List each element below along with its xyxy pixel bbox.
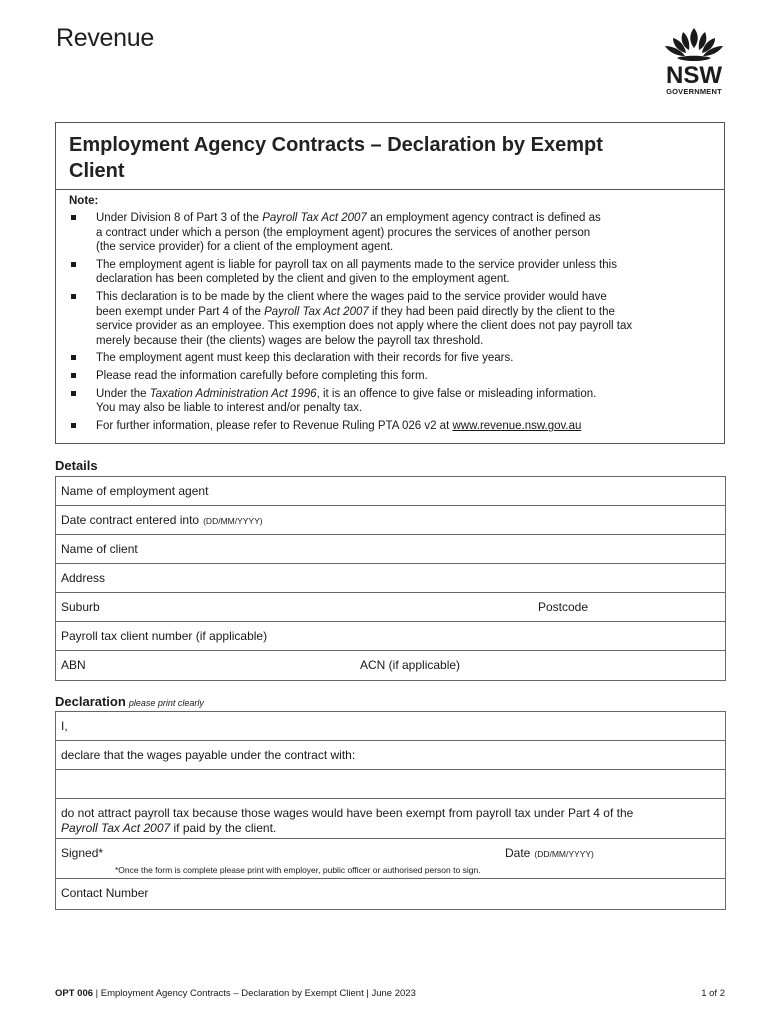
note-segment: Under the bbox=[96, 387, 150, 400]
declaration-heading-text: Declaration bbox=[55, 694, 126, 709]
client-name-label: Name of client bbox=[61, 542, 138, 556]
suburb-postcode-field[interactable] bbox=[56, 593, 725, 622]
bullet-square-icon bbox=[71, 215, 76, 220]
address-label: Address bbox=[61, 571, 106, 585]
not-attract-statement bbox=[61, 806, 711, 836]
declaration-table bbox=[55, 711, 726, 910]
note-item bbox=[69, 351, 719, 366]
date-text: Date bbox=[505, 846, 531, 860]
date-contract-format: (DD/MM/YYYY) bbox=[203, 516, 263, 526]
note-segment: The employment agent is liable for payroll tax on all payments made to the service provider unless this declaration has been completed by the client and given to the employment agent. bbox=[96, 258, 617, 286]
note-item bbox=[69, 369, 719, 384]
not-attract-statement-row bbox=[56, 799, 725, 839]
declarant-i-label: I, bbox=[61, 719, 68, 733]
note-segment: if they had been paid directly by the client to the service provider as an employee. This exemption does not apply where the client does not pay payroll tax merely because their (the clients) wages are below the payroll tax threshold. bbox=[96, 305, 633, 347]
note-text bbox=[96, 351, 719, 366]
note-segment: The employment agent must keep this declaration with their records for five years. bbox=[96, 352, 514, 365]
payroll-number-label: Payroll tax client number (if applicable) bbox=[61, 629, 268, 643]
footer-code: OPT 006 bbox=[55, 988, 94, 999]
date-contract-text: Date contract entered into bbox=[61, 513, 200, 527]
logo-nsw-text: NSW bbox=[666, 62, 722, 89]
signed-note: *Once the form is complete please print with employer, public officer or authorised person to sign. bbox=[115, 865, 481, 875]
page-number: 1 of 2 bbox=[701, 988, 725, 999]
postcode-label: Postcode bbox=[538, 600, 589, 614]
bullet-square-icon bbox=[71, 355, 76, 360]
declaration-heading bbox=[55, 694, 204, 709]
note-item bbox=[69, 211, 719, 255]
not-attract-text-2: if paid by the client. bbox=[170, 821, 277, 835]
suburb-label: Suburb bbox=[61, 600, 100, 614]
payroll-number-field[interactable] bbox=[56, 622, 725, 651]
date-contract-label bbox=[61, 513, 263, 527]
note-item bbox=[69, 387, 719, 416]
not-attract-text-1: do not attract payroll tax because those wages would have been exempt from payroll tax under Part 4 of the bbox=[61, 806, 634, 820]
title-divider bbox=[56, 189, 724, 190]
declare-statement-row bbox=[56, 741, 725, 770]
note-segment: This declaration is to be made by the client where the wages paid to the service provider would have been exempt under Part 4 of the bbox=[96, 291, 607, 318]
signed-label: Signed* bbox=[61, 846, 104, 860]
nsw-government-logo bbox=[658, 26, 730, 96]
note-text bbox=[96, 211, 719, 255]
note-segment: Under Division 8 of Part 3 of the bbox=[96, 212, 263, 224]
note-text bbox=[96, 387, 719, 416]
note-item bbox=[69, 290, 719, 348]
note-segment: an employment agency contract is defined as a contract under which a person (the employment agent) procures the services of another person (the service provider) for a client of the employment agent. bbox=[96, 212, 601, 253]
note-segment: , it is an offence to give false or misleading information. You may also be liable to interest and/or penalty tax. bbox=[96, 387, 597, 415]
bullet-square-icon bbox=[71, 262, 76, 267]
date-format: (DD/MM/YYYY) bbox=[534, 849, 594, 859]
contact-number-label: Contact Number bbox=[61, 886, 149, 900]
details-table bbox=[55, 476, 726, 681]
declaration-subheading: please print clearly bbox=[128, 698, 204, 708]
waratah-icon bbox=[661, 26, 727, 64]
information-box bbox=[55, 122, 725, 444]
declare-statement: declare that the wages payable under the contract with: bbox=[61, 748, 356, 762]
footer-text: | Employment Agency Contracts – Declaration by Exempt Client | June 2023 bbox=[93, 988, 416, 999]
note-text bbox=[96, 290, 719, 348]
contact-number-field[interactable] bbox=[56, 879, 725, 910]
details-heading-text: Details bbox=[55, 458, 98, 473]
logo-government-text: GOVERNMENT bbox=[666, 87, 722, 96]
client-name-field[interactable] bbox=[56, 535, 725, 564]
note-text bbox=[96, 369, 719, 384]
details-heading bbox=[55, 458, 98, 473]
brand-title: Revenue bbox=[56, 24, 154, 52]
bullet-square-icon bbox=[71, 391, 76, 396]
note-segment: Please read the information carefully before completing this form. bbox=[96, 370, 428, 383]
note-text bbox=[96, 258, 719, 287]
note-text bbox=[96, 419, 719, 434]
declarant-name-field[interactable] bbox=[56, 712, 725, 741]
note-item bbox=[69, 419, 719, 434]
note-label: Note: bbox=[69, 195, 99, 207]
employment-agent-label: Name of employment agent bbox=[61, 484, 209, 498]
form-title: Employment Agency Contracts – Declaration by Exempt Client bbox=[69, 134, 603, 182]
employment-agent-field[interactable] bbox=[56, 477, 725, 506]
date-label bbox=[505, 846, 594, 860]
contract-party-field[interactable] bbox=[56, 770, 725, 799]
footer bbox=[55, 988, 416, 999]
abn-label: ABN bbox=[61, 658, 86, 672]
note-item bbox=[69, 258, 719, 287]
bullet-square-icon bbox=[71, 373, 76, 378]
note-segment: For further information, please refer to Revenue Ruling PTA 026 v2 at bbox=[96, 420, 453, 433]
date-contract-field[interactable] bbox=[56, 506, 725, 535]
address-field[interactable] bbox=[56, 564, 725, 593]
notes-list bbox=[69, 211, 719, 437]
note-act-title: Payroll Tax Act 2007 bbox=[264, 305, 369, 318]
abn-acn-field[interactable] bbox=[56, 651, 725, 681]
acn-label: ACN (if applicable) bbox=[360, 658, 461, 672]
not-attract-act: Payroll Tax Act 2007 bbox=[61, 821, 171, 835]
revenue-website-link[interactable]: www.revenue.nsw.gov.au bbox=[452, 420, 582, 433]
bullet-square-icon bbox=[71, 423, 76, 428]
note-act-title: Taxation Administration Act 1996 bbox=[149, 387, 317, 400]
bullet-square-icon bbox=[71, 294, 76, 299]
signature-date-field[interactable] bbox=[56, 839, 725, 879]
note-act-title: Payroll Tax Act 2007 bbox=[262, 212, 367, 224]
